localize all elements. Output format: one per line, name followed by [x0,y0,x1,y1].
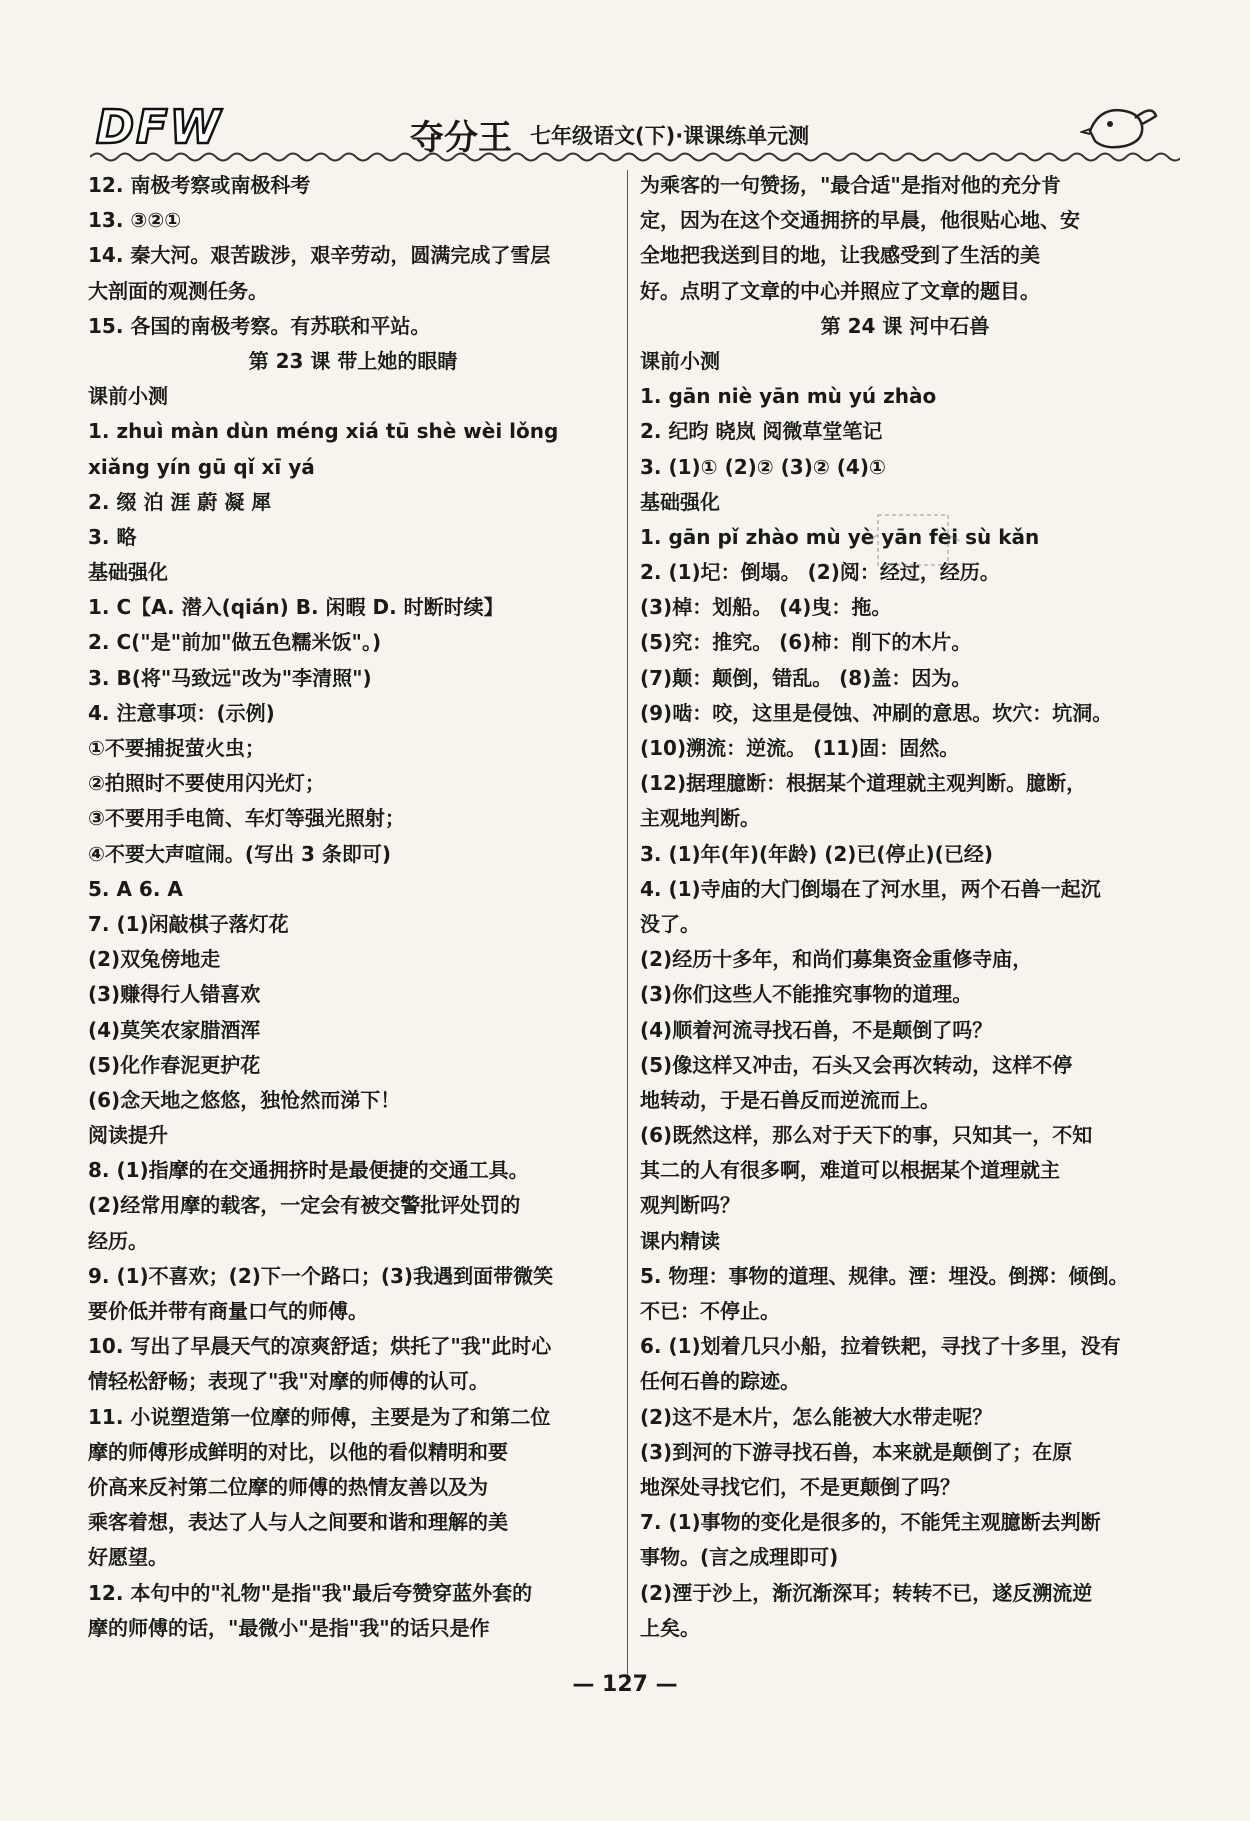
answer-line: 2. (1)圮：倒塌。 (2)阅：经过，经历。 [640,560,1000,585]
answer-line: 7. (1)闲敲棋子落灯花 [88,911,289,936]
answer-line: 13. ③②① [88,208,182,233]
section-heading: 课前小测 [88,384,168,409]
page-header [0,0,1250,165]
answer-line: (2)经常用摩的载客，一定会有被交警批评处罚的 [88,1193,521,1218]
answer-line: (10)溯流：逆流。 (11)固：固然。 [640,736,960,760]
answer-line: 为乘客的一句赞扬，"最合适"是指对他的充分肯 [640,173,1061,197]
answer-line: 要价低并带有商量口气的师傅。 [88,1299,368,1323]
answer-line: 5. A 6. A [88,876,183,901]
answer-line: 2. 纪昀 晓岚 阅微草堂笔记 [640,419,883,444]
stamp-logo [848,505,978,575]
column-divider [627,170,628,1680]
answer-line: ③不要用手电筒、车灯等强光照射； [88,806,405,831]
answer-line: 10. 写出了早晨天气的凉爽舒适；烘托了"我"此时心 [88,1334,552,1359]
answer-line: 地转动，于是石兽反而逆流而上。 [640,1087,940,1112]
answer-line: (3)棹：划船。 (4)曳：拖。 [640,595,892,620]
answer-line: 上矣。 [640,1615,700,1640]
page-number: — 127 — [572,1672,678,1697]
answer-line: (2)这不是木片，怎么能被大水带走呢？ [640,1404,993,1429]
answer-line: 全地把我送到目的地，让我感受到了生活的美 [640,243,1040,268]
answer-line: (2)双兔傍地走 [88,947,221,972]
answer-line: 经历。 [88,1228,148,1253]
answer-line: 12. 南极考察或南极科考 [88,173,311,197]
section-heading: 课内精读 [640,1228,720,1253]
answer-line: 11. 小说塑造第一位摩的师傅，主要是为了和第二位 [88,1404,551,1429]
answer-line: (3)你们这些人不能推究事物的道理。 [640,982,973,1007]
answer-line: (3)到河的下游寻找石兽，本来就是颠倒了；在原 [640,1439,1073,1464]
answer-line: 6. (1)划着几只小船，拉着铁耙，寻找了十多里，没有 [640,1334,1121,1359]
answer-line: 不已：不停止。 [640,1299,780,1323]
answer-line: 2. C("是"前加"做五色糯米饭"。) [88,630,382,655]
answer-line: (3)赚得行人错喜欢 [88,982,261,1007]
answer-line: (6)念天地之悠悠，独怆然而涕下！ [88,1087,401,1112]
section-heading: 阅读提升 [88,1123,168,1148]
answer-line: (4)莫笑农家腊酒浑 [88,1017,261,1042]
book-title: 夺分王 [410,118,512,158]
answer-line: 3. (1)① (2)② (3)② (4)① [640,454,886,479]
answer-line: 3. (1)年(年)(年龄) (2)已(停止)(已经) [640,841,993,866]
answer-line: (2)经历十多年，和尚们募集资金重修寺庙， [640,947,1033,972]
answer-line: 价高来反衬第二位摩的师傅的热情友善以及为 [88,1474,488,1499]
answer-line: 1. gān niè yān mù yú zhào [640,384,937,409]
answer-line: 3. 略 [88,524,137,549]
answer-line: (5)究：推究。 (6)柿：削下的木片。 [640,630,972,655]
lesson-heading: 第 23 课 带上她的眼睛 [248,348,458,373]
right-column [640,168,1170,1646]
section-heading: 基础强化 [640,489,720,514]
answer-line: 主观地判断。 [640,806,760,831]
section-heading: 基础强化 [88,560,168,585]
answer-line: 3. B(将"马致远"改为"李清照") [88,665,372,690]
answer-line: (12)据理臆断：根据某个道理就主观判断。臆断， [640,771,1087,796]
answer-line: 2. 缀 泊 涯 蔚 凝 犀 [88,489,272,514]
answer-line: (5)化作春泥更护花 [88,1052,261,1077]
bird-icon [1080,96,1160,156]
answer-line: 任何石兽的踪迹。 [640,1369,800,1394]
lesson-heading: 第 24 课 河中石兽 [820,313,990,338]
answer-line: 定，因为在这个交通拥挤的早晨，他很贴心地、安 [640,208,1080,233]
answer-line: 摩的师傅形成鲜明的对比，以他的看似精明和要 [88,1439,508,1464]
answer-line: 1. gān pǐ zhào mù yè yān fèi sù kǎn [640,524,1040,549]
answer-line: 7. (1)事物的变化是很多的，不能凭主观臆断去判断 [640,1510,1101,1535]
answer-line: (9)啮：咬，这里是侵蚀、冲刷的意思。坎穴：坑洞。 [640,700,1113,725]
left-column [88,168,618,1646]
answer-line: 4. 注意事项：(示例) [88,700,275,725]
header-wave-divider [90,150,1180,164]
answer-line: (2)湮于沙上，渐沉渐深耳；转转不已，遂反溯流逆 [640,1580,1093,1605]
answer-line: 8. (1)指摩的在交通拥挤时是最便捷的交通工具。 [88,1158,529,1183]
answer-line: 14. 秦大河。艰苦跋涉，艰辛劳动，圆满完成了雪层 [88,243,551,268]
section-heading: 课前小测 [640,348,720,373]
answer-line: 事物。(言之成理即可) [640,1545,839,1570]
answer-line: 乘客着想，表达了人与人之间要和谐和理解的美 [88,1510,508,1535]
answer-line: ①不要捕捉萤火虫； [88,736,265,760]
book-subtitle: 七年级语文(下)·课课练单元测 [530,124,810,148]
answer-line: 9. (1)不喜欢；(2)下一个路口；(3)我遇到面带微笑 [88,1263,554,1288]
answer-line: ④不要大声喧闹。(写出 3 条即可) [88,841,392,866]
answer-line: 地深处寻找它们，不是更颠倒了吗？ [640,1474,960,1499]
answer-line: 好。点明了文章的中心并照应了文章的题目。 [640,278,1040,303]
answer-line: 4. (1)寺庙的大门倒塌在了河水里，两个石兽一起沉 [640,876,1101,901]
answer-line: 5. 物理：事物的道理、规律。湮：埋没。倒掷：倾倒。 [640,1263,1129,1288]
answer-line: (7)颠：颠倒，错乱。 (8)盖：因为。 [640,665,972,690]
answer-line: 12. 本句中的"礼物"是指"我"最后夸赞穿蓝外套的 [88,1580,533,1605]
answer-line: 1. C【A. 潜入(qián) B. 闲暇 D. 时断时续】 [88,595,504,620]
answer-line: 1. zhuì màn dùn méng xiá tū shè wèi lǒng [88,419,559,444]
answer-line: 大剖面的观测任务。 [88,278,268,303]
answer-line: xiǎng yín gū qǐ xī yá [88,454,315,479]
answer-line: ②拍照时不要使用闪光灯； [88,771,325,796]
brand-logo: DFW [96,100,223,154]
answer-line: 15. 各国的南极考察。有苏联和平站。 [88,313,431,338]
answer-line: 没了。 [640,911,700,936]
answer-line: (6)既然这样，那么对于天下的事，只知其一，不知 [640,1123,1093,1148]
answer-line: 情轻松舒畅；表现了"我"对摩的师傅的认可。 [88,1369,489,1394]
answer-line: 其二的人有很多啊，难道可以根据某个道理就主 [640,1158,1060,1183]
answer-line: (5)像这样又冲击，石头又会再次转动，这样不停 [640,1052,1073,1077]
answer-line: (4)顺着河流寻找石兽，不是颠倒了吗？ [640,1017,993,1042]
answer-line: 好愿望。 [88,1545,168,1570]
answer-line: 观判断吗？ [640,1193,740,1218]
answer-line: 摩的师傅的话，"最微小"是指"我"的话只是作 [88,1615,490,1640]
